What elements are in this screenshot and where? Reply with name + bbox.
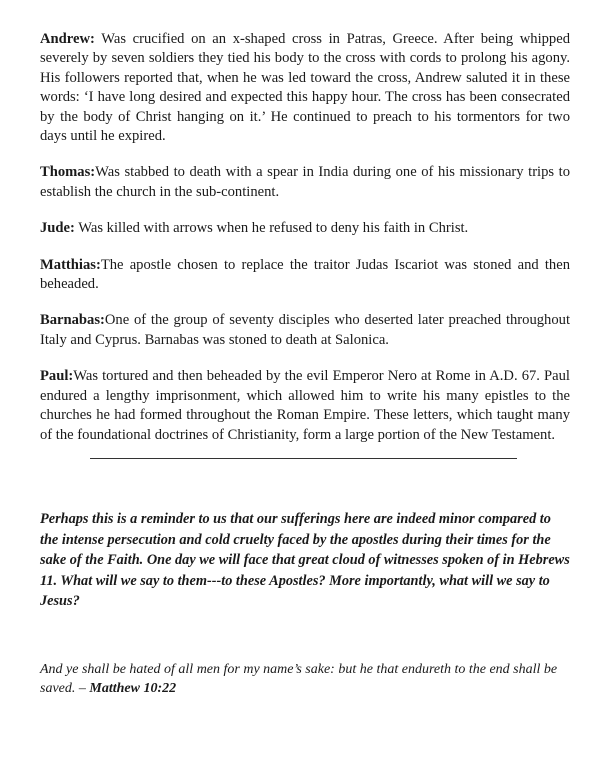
entry-matthias xyxy=(40,256,570,295)
reflection-paragraph: Perhaps this is a reminder to us that our sufferings here are indeed minor compared to the intense persecution and cold cruelty faced by the apostles during their times for the sake of the Faith. One day we will face that great cloud of witnesses spoken of in Hebrews 11. What will we say to them---to these Apostles? More importantly, what will we say to Jesus? xyxy=(40,510,570,610)
apostle-description: The apostle chosen to replace the traitor Judas Iscariot was stoned and then beheaded. xyxy=(40,256,570,293)
apostle-name: Matthias: xyxy=(40,256,101,273)
quote-reference: Matthew 10:22 xyxy=(89,681,177,697)
entry-barnabas xyxy=(40,311,570,350)
apostle-name: Thomas: xyxy=(40,164,96,181)
entry-jude xyxy=(40,219,570,238)
apostle-name: Barnabas: xyxy=(40,312,105,329)
apostle-description: Was crucified on an x-shaped cross in Patras, Greece. After being whipped severely by seven soldiers they tied his body to the cross with cords to prolong his agony. His followers reported that, when he was led toward the cross, Andrew saluted it in these words: ‘I have long desired and expected this happy hour. The cross has been consecrated by the body of Christ hanging on it.’ He continued to preach to his tormentors for two days until he expired. xyxy=(40,31,570,145)
apostle-name: Andrew: xyxy=(40,31,95,47)
apostle-description: Was tortured and then beheaded by the evil Emperor Nero at Rome in A.D. 67. Paul endured a lengthy imprisonment, which allowed him to write his many epistles to the churches he had formed throughout the Roman Empire. These letters, which taught many of the foundational doctrines of Christianity, form a large portion of the New Testament. xyxy=(40,368,570,443)
entry-thomas xyxy=(40,163,570,202)
entry-paul xyxy=(40,367,570,445)
apostle-description: Was killed with arrows when he refused to deny his faith in Christ. xyxy=(74,220,469,237)
document-page xyxy=(40,30,570,699)
entry-andrew xyxy=(40,30,570,146)
apostle-name: Paul: xyxy=(40,368,74,385)
quote-text: And ye shall be hated of all men for my name’s sake: but he that endureth to the end shall be saved. – xyxy=(40,661,558,697)
scripture-quote xyxy=(40,660,570,699)
horizontal-divider xyxy=(90,458,517,459)
apostle-description: Was stabbed to death with a spear in India during one of his missionary trips to establish the church in the sub-continent. xyxy=(40,164,570,200)
apostle-description: One of the group of seventy disciples who deserted later preached throughout Italy and Cyprus. Barnabas was stoned to death at Salonica. xyxy=(40,312,570,348)
apostle-name: Jude: xyxy=(40,220,75,237)
